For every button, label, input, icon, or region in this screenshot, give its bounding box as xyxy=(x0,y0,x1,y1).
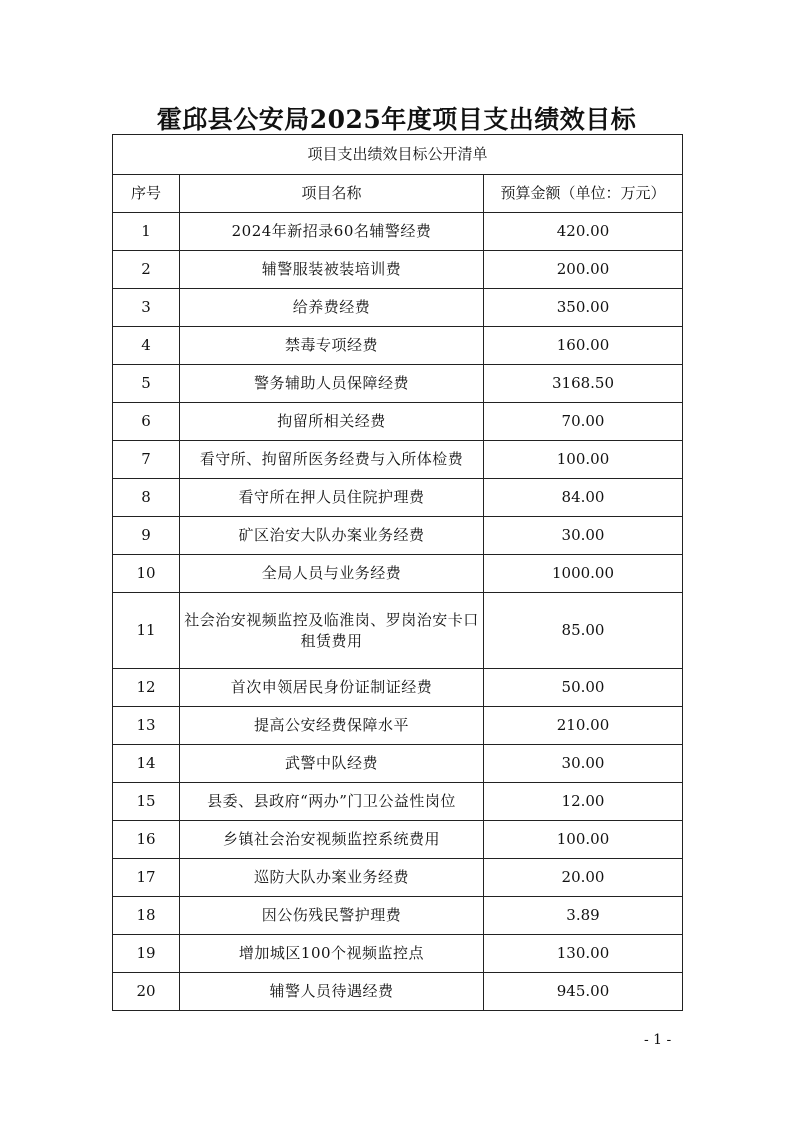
row-amount-cell: 100.00 xyxy=(484,821,683,859)
row-name-cell: 禁毒专项经费 xyxy=(180,327,484,365)
row-index-cell: 19 xyxy=(113,935,180,973)
table-row xyxy=(113,859,683,897)
row-index-cell: 2 xyxy=(113,251,180,289)
header-amount: 预算金额（单位：万元） xyxy=(484,175,683,213)
row-name-cell: 看守所、拘留所医务经费与入所体检费 xyxy=(180,441,484,479)
table-row xyxy=(113,251,683,289)
row-index-cell: 10 xyxy=(113,555,180,593)
row-amount-cell: 945.00 xyxy=(484,973,683,1011)
page-number: - 1 - xyxy=(644,1032,672,1048)
row-index-cell: 20 xyxy=(113,973,180,1011)
row-name-cell: 提高公安经费保障水平 xyxy=(180,707,484,745)
table-row xyxy=(113,707,683,745)
table-row xyxy=(113,821,683,859)
table-row xyxy=(113,745,683,783)
row-amount-cell: 100.00 xyxy=(484,441,683,479)
row-index-cell: 9 xyxy=(113,517,180,555)
table-row xyxy=(113,973,683,1011)
row-index-cell: 18 xyxy=(113,897,180,935)
row-index-cell: 11 xyxy=(113,593,180,669)
row-index-cell: 17 xyxy=(113,859,180,897)
row-amount-cell: 85.00 xyxy=(484,593,683,669)
row-index-cell: 1 xyxy=(113,213,180,251)
table-body xyxy=(113,213,683,1011)
row-amount-cell: 3168.50 xyxy=(484,365,683,403)
row-index-cell: 3 xyxy=(113,289,180,327)
table-row xyxy=(113,517,683,555)
table-row xyxy=(113,669,683,707)
row-name-cell: 因公伤残民警护理费 xyxy=(180,897,484,935)
row-index-cell: 16 xyxy=(113,821,180,859)
row-amount-cell: 200.00 xyxy=(484,251,683,289)
row-name-cell: 看守所在押人员住院护理费 xyxy=(180,479,484,517)
table-row xyxy=(113,593,683,669)
row-index-cell: 5 xyxy=(113,365,180,403)
table-header-row xyxy=(113,175,683,213)
row-amount-cell: 84.00 xyxy=(484,479,683,517)
row-name-cell: 首次申领居民身份证制证经费 xyxy=(180,669,484,707)
row-amount-cell: 130.00 xyxy=(484,935,683,973)
table-row xyxy=(113,555,683,593)
row-name-cell: 给养费经费 xyxy=(180,289,484,327)
row-amount-cell: 1000.00 xyxy=(484,555,683,593)
row-amount-cell: 160.00 xyxy=(484,327,683,365)
header-name: 项目名称 xyxy=(180,175,484,213)
table-row xyxy=(113,897,683,935)
table-caption: 项目支出绩效目标公开清单 xyxy=(113,135,683,175)
row-index-cell: 7 xyxy=(113,441,180,479)
row-index-cell: 6 xyxy=(113,403,180,441)
row-index-cell: 15 xyxy=(113,783,180,821)
page-title: 霍邱县公安局2025年度项目支出绩效目标 xyxy=(156,105,637,134)
row-index-cell: 14 xyxy=(113,745,180,783)
row-amount-cell: 20.00 xyxy=(484,859,683,897)
table-row xyxy=(113,479,683,517)
header-index: 序号 xyxy=(113,175,180,213)
table-row xyxy=(113,289,683,327)
table-row xyxy=(113,783,683,821)
table-row xyxy=(113,365,683,403)
row-amount-cell: 70.00 xyxy=(484,403,683,441)
table-row xyxy=(113,403,683,441)
row-name-cell: 武警中队经费 xyxy=(180,745,484,783)
row-amount-cell: 30.00 xyxy=(484,517,683,555)
row-amount-cell: 420.00 xyxy=(484,213,683,251)
row-amount-cell: 50.00 xyxy=(484,669,683,707)
row-index-cell: 8 xyxy=(113,479,180,517)
row-name-cell: 社会治安视频监控及临淮岗、罗岗治安卡口租赁费用 xyxy=(180,593,484,669)
row-amount-cell: 3.89 xyxy=(484,897,683,935)
row-name-cell: 乡镇社会治安视频监控系统费用 xyxy=(180,821,484,859)
row-name-cell: 矿区治安大队办案业务经费 xyxy=(180,517,484,555)
row-name-cell: 全局人员与业务经费 xyxy=(180,555,484,593)
row-name-cell: 警务辅助人员保障经费 xyxy=(180,365,484,403)
row-name-cell: 辅警人员待遇经费 xyxy=(180,973,484,1011)
table-row xyxy=(113,935,683,973)
row-name-cell: 2024年新招录60名辅警经费 xyxy=(180,213,484,251)
row-amount-cell: 30.00 xyxy=(484,745,683,783)
table-row xyxy=(113,441,683,479)
row-name-cell: 拘留所相关经费 xyxy=(180,403,484,441)
row-index-cell: 12 xyxy=(113,669,180,707)
row-name-cell: 县委、县政府“两办”门卫公益性岗位 xyxy=(180,783,484,821)
row-amount-cell: 210.00 xyxy=(484,707,683,745)
row-name-cell: 增加城区100个视频监控点 xyxy=(180,935,484,973)
row-amount-cell: 12.00 xyxy=(484,783,683,821)
row-amount-cell: 350.00 xyxy=(484,289,683,327)
table-row xyxy=(113,213,683,251)
budget-table xyxy=(112,134,683,1011)
table-row xyxy=(113,327,683,365)
row-index-cell: 13 xyxy=(113,707,180,745)
table-caption-row xyxy=(113,135,683,175)
row-index-cell: 4 xyxy=(113,327,180,365)
row-name-cell: 辅警服装被装培训费 xyxy=(180,251,484,289)
row-name-cell: 巡防大队办案业务经费 xyxy=(180,859,484,897)
